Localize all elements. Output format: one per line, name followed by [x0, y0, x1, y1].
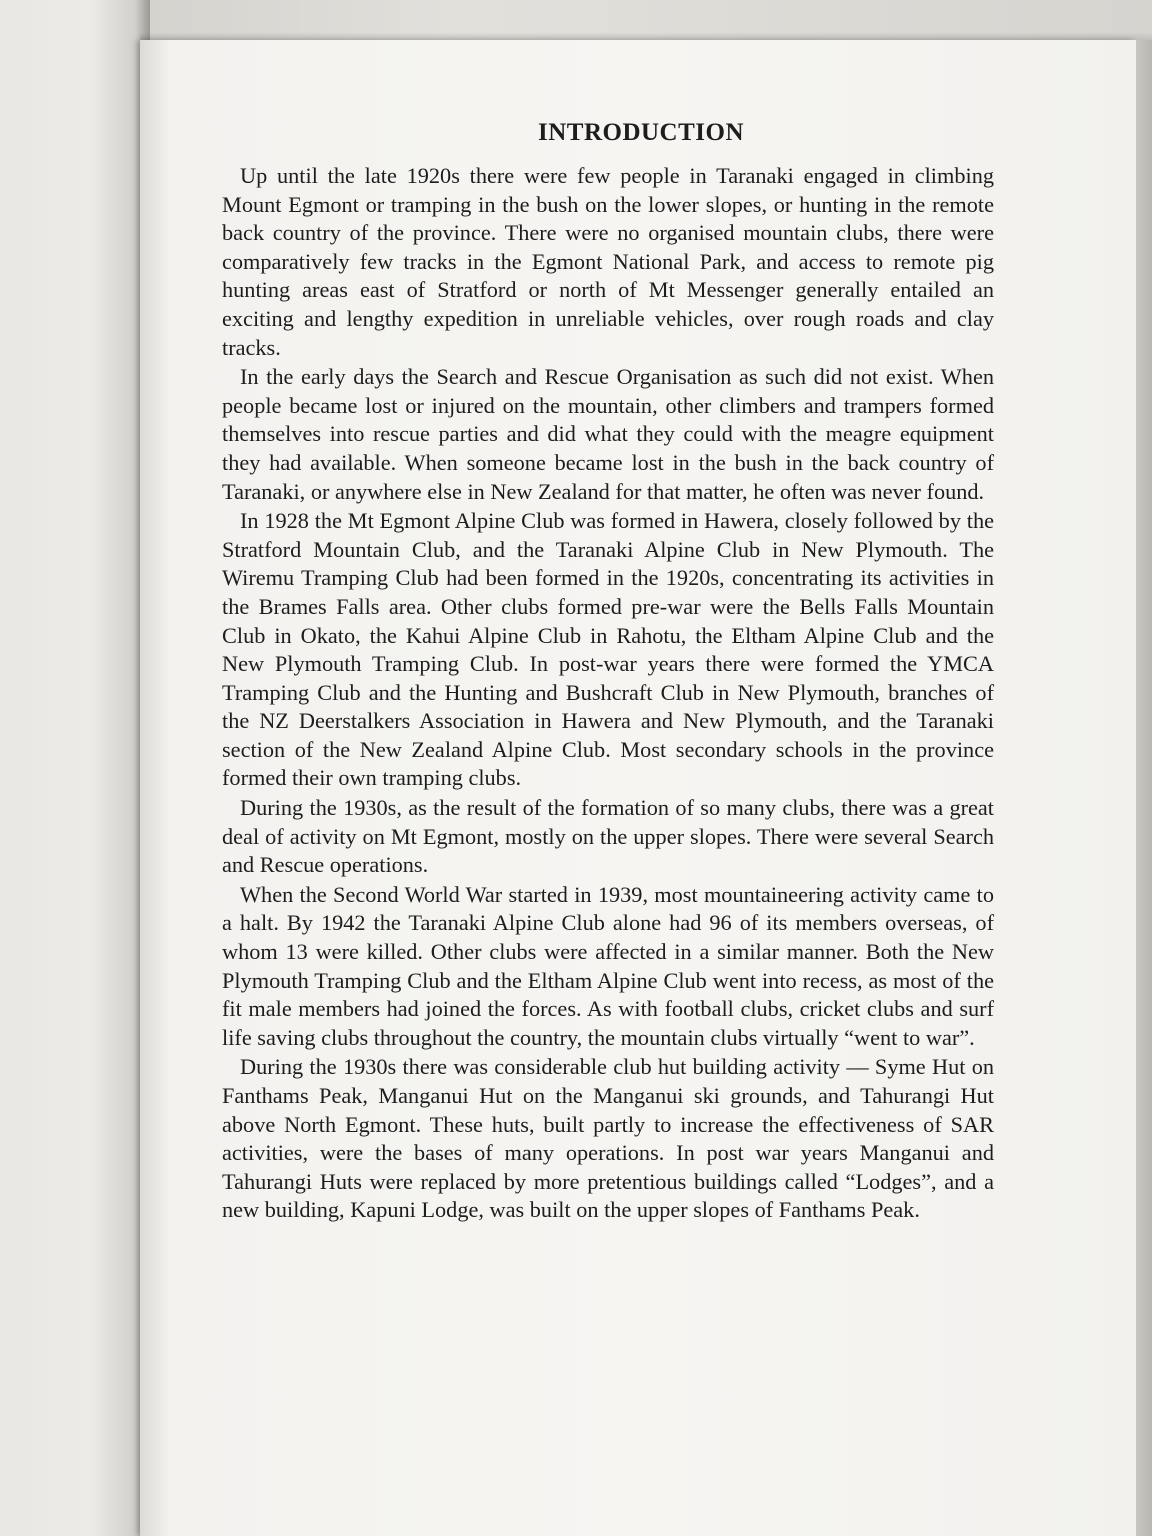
paragraph-5: When the Second World War started in 1939, most mountaineering activity came to a halt. By 1942 the Taranaki Alpine Club alone had 96 of its members overseas, of whom 13 were killed. Other clubs were affected in a similar manner. Both the New Plymouth Tramping Club and the Eltham Alpine Club went into recess, as most of the fit male members had joined the forces. As with football clubs, cricket clubs and surf life saving clubs throughout the country, the mountain clubs virtually “went to war”. [222, 881, 994, 1050]
page-edge [1136, 40, 1152, 1536]
paragraph-1: Up until the late 1920s there were few people in Taranaki engaged in climbing Mount Egmont or tramping in the bush on the lower slopes, or hunting in the remote back country of the province. There were no organised mountain clubs, there were comparatively few tracks in the Egmont National Park, and access to remote pig hunting areas east of Stratford or north of Mt Messenger generally entailed an exciting and lengthy expedition in unreliable vehicles, over rough roads and clay tracks. [222, 163, 994, 360]
page-content [222, 118, 994, 1226]
left-page-bleed-through [62, 368, 152, 388]
paragraph-6: During the 1930s there was considerable club hut building activity — Syme Hut on Fanthams Peak, Manganui Hut on the Manganui ski grounds, and Tahurangi Hut above North Egmont. These huts, built partly to increase the effectiveness of SAR activities, were the bases of many operations. In post war years Manganui and Tahurangi Huts were replaced by more pretentious buildings called “Lodges”, and a new building, Kapuni Lodge, was built on the upper slopes of Fanthams Peak. [222, 1054, 994, 1223]
page-title: INTRODUCTION [537, 119, 745, 146]
left-page [0, 0, 150, 1536]
paragraph-3: In 1928 the Mt Egmont Alpine Club was formed in Hawera, closely followed by the Stratford Mountain Club, and the Taranaki Alpine Club in New Plymouth. The Wiremu Tramping Club had been formed in the 1920s, concentrating its activities in the Brames Falls area. Other clubs formed pre-war were the Bells Falls Mountain Club in Okato, the Kahui Alpine Club in Rahotu, the Eltham Alpine Club and the New Plymouth Tramping Club. In post-war years there were formed the YMCA Tramping Club and the Hunting and Bushcraft Club in New Plymouth, branches of the NZ Deerstalkers Association in Hawera and New Plymouth, and the Taranaki section of the New Zealand Alpine Club. Most secondary schools in the province formed their own tramping clubs. [222, 508, 994, 791]
paragraph-4: During the 1930s, as the result of the formation of so many clubs, there was a great deal of activity on Mt Egmont, mostly on the upper slopes. There were several Search and Rescue operations. [222, 795, 994, 878]
paragraph-2: In the early days the Search and Rescue Organisation as such did not exist. When people became lost or injured on the mountain, other climbers and trampers formed themselves into rescue parties and did what they could with the meagre equipment they had available. When someone became lost in the bush in the back country of Taranaki, or anywhere else in New Zealand for that matter, he often was never found. [222, 364, 994, 504]
